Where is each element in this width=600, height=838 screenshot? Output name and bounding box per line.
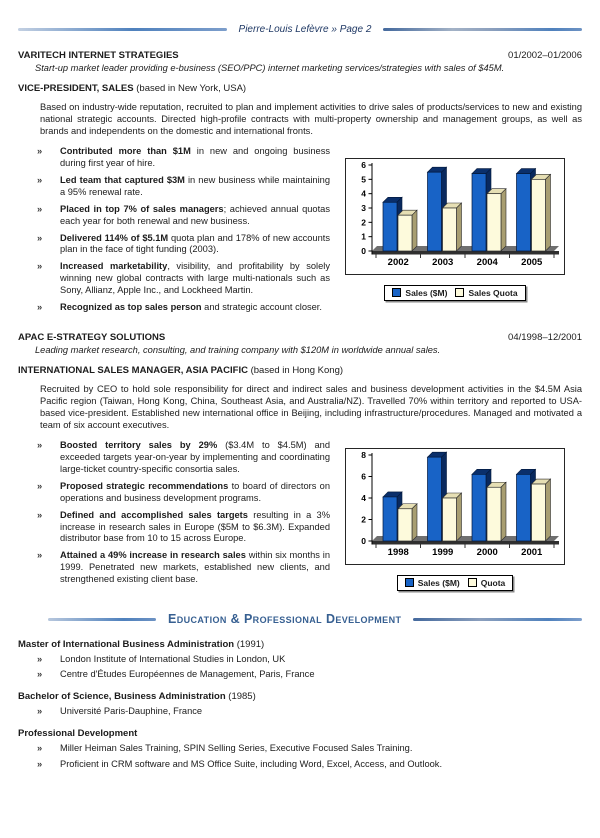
degree-bachelor [18,691,582,717]
degree-title: Professional Development [18,728,138,740]
job-location: (based in New York, USA) [133,83,247,94]
list-item [37,758,582,770]
list-item [37,440,330,476]
list-item [37,233,330,257]
list-item [37,175,330,199]
legend-swatch [392,288,401,297]
svg-text:6: 6 [361,160,366,171]
degree-detail: London Institute of International Studies in London, UK [60,654,286,665]
svg-text:2: 2 [361,217,366,228]
legend-swatch [468,578,477,587]
bar-chart-sales-vs-quota [346,449,564,564]
company-row [18,332,582,343]
svg-text:4: 4 [361,493,366,504]
bullet-marker: » [37,669,43,680]
svg-text:1999: 1999 [432,547,454,559]
legend-label: Sales ($M) [417,577,460,588]
degree-master [18,639,582,680]
achievement-text: Boosted territory sales by 29% ($3.4M to $4.5M) and exceeded targets year-on-year by implementing and coordinating large-ticket country-specific consortia sales. [60,440,331,475]
achievement-text: Delivered 114% of $5.1M quota plan and 178% of new accounts plan in the face of tight funding (2003). [60,232,330,255]
job-title-line [18,83,582,94]
chart-legend [384,285,525,301]
bullets-and-chart [18,440,582,592]
section-education [18,612,582,769]
svg-text:3: 3 [361,203,366,214]
degree-detail-list [37,705,582,717]
bullets-and-chart [18,146,582,319]
legend-swatch [405,578,414,587]
svg-text:2004: 2004 [476,257,498,269]
education-rule-right [413,618,582,621]
list-item [37,510,330,546]
bullet-marker: » [37,261,43,272]
chart-frame [345,158,565,275]
list-item [37,653,582,665]
company-name: APAC E-STRATEGY SOLUTIONS [18,331,166,343]
legend-item [468,578,506,588]
legend-label: Sales ($M) [405,287,448,298]
degree-detail: Université Paris-Dauphine, France [60,706,203,717]
header-rule-left [18,28,227,31]
degree-detail: Miller Heiman Sales Training, SPIN Selling Series, Executive Focused Sales Training. [60,743,413,754]
list-item [37,204,330,228]
list-item [37,550,330,586]
achievement-text: Recognized as top sales person and strategic account closer. [60,302,322,313]
svg-text:2002: 2002 [387,257,409,269]
achievement-list [37,146,330,319]
svg-text:6: 6 [361,471,366,482]
education-rule-left [48,618,156,621]
svg-text:2005: 2005 [521,257,543,269]
list-item [37,146,330,170]
svg-text:4: 4 [361,188,366,199]
legend-swatch [455,288,464,297]
sales-chart-2002-2005 [345,158,565,302]
list-item [37,302,330,314]
achievement-text: Placed in top 7% of sales managers; achieved annual quotas each year for both renewal and new business. [60,203,330,226]
bullet-marker: » [37,550,43,561]
sales-chart-1998-2001 [345,448,565,592]
achievement-text: Defined and accomplished sales targets resulting in a 3% increase in research sales in Europe ($5M to $6.3M). Expanded distributor base from 10 to 15 across Europe. [60,509,330,544]
bullet-marker: » [37,232,43,243]
education-heading: Education & Professional Development [168,612,402,627]
degree-detail-list [37,653,582,680]
legend-label: Sales Quota [468,287,518,298]
degree-detail-list [37,742,582,769]
role-summary: Recruited by CEO to hold sole responsibility for direct and indirect sales and business development activities in the $4.5M Asia Pacific region (Taiwan, Hong Kong, China, Southeast Asia, and Australia/NZ). Travelled 70% within territory and reported to USA-based vice-president. Established new international office in Beijing, including infrastructure/procedures. Managed and motivated a team of six account executives. [40,383,582,431]
section-apac [18,332,582,592]
professional-development [18,728,582,769]
svg-text:2: 2 [361,514,366,525]
achievement-text: Contributed more than $1M in new and ongoing business during first year of hire. [60,146,330,169]
list-item [37,481,330,505]
job-title-line [18,365,582,376]
degree-detail: Centre d'Études Européennes de Management, Paris, France [60,669,315,680]
degree-title: Master of International Business Administration (1991) [18,639,265,651]
education-header [18,612,582,626]
bullet-marker: » [37,509,43,520]
svg-text:0: 0 [361,536,366,547]
company-tagline: Start-up market leader providing e-business (SEO/PPC) internet marketing services/strategies with sales of $45M. [35,63,505,73]
bullet-marker: » [37,440,43,451]
degree-title: Bachelor of Science, Business Administration (1985) [18,691,256,703]
list-item [37,742,582,754]
list-item [37,261,330,297]
bullet-marker: » [37,706,43,717]
company-name: VARITECH INTERNET STRATEGIES [18,50,179,61]
svg-text:0: 0 [361,246,366,257]
chart-legend-wrap [345,284,565,302]
bullet-marker: » [37,654,43,665]
svg-text:1998: 1998 [387,547,409,559]
page-header [18,24,582,35]
chart-legend-wrap [345,574,565,592]
legend-item [455,288,517,298]
employment-dates: 01/2002–01/2006 [508,50,582,61]
role-summary: Based on industry-wide reputation, recruited to plan and implement activities to drive sales of products/services to new and existing national strategic accounts. Directed high-profile contracts with multi-property ownership and management groups, as well as brands and independents on the domestic and international fronts. [40,102,582,137]
legend-item [392,288,447,298]
company-tagline: Leading market research, consulting, and training company with $120M in worldwide annual sales. [35,344,441,355]
list-item [37,668,582,680]
page-header-title: Pierre-Louis Lefèvre » Page 2 [238,24,372,35]
section-varitech [18,50,582,319]
job-location: (based in Hong Kong) [247,364,344,376]
svg-text:2003: 2003 [432,257,454,269]
svg-text:8: 8 [361,450,366,461]
bullet-marker: » [37,175,43,186]
job-title: VICE-PRESIDENT, SALES [18,83,134,94]
header-rule-right [383,28,582,31]
chart-legend [397,575,514,591]
achievement-text: Proposed strategic recommendations to board of directors on operations and business development programs. [60,480,330,503]
achievement-text: Increased marketability, visibility, and profitability by solely winning new global contracts with large multi-nationals such as Sony, Allianz, Apple Inc., and Lockheed Martin. [60,261,331,296]
achievement-text: Led team that captured $3M in new business while maintaining a 95% renewal rate. [60,175,331,197]
chart-frame [345,448,565,565]
svg-text:2000: 2000 [476,547,498,559]
list-item [37,705,582,717]
bar-chart-sales-vs-quota [346,159,564,274]
svg-text:1: 1 [361,231,366,242]
bullet-marker: » [37,480,43,491]
legend-label: Quota [480,577,506,588]
job-title: INTERNATIONAL SALES MANAGER, ASIA PACIFIC [18,364,248,376]
achievement-list [37,440,330,591]
svg-text:5: 5 [361,174,366,185]
bullet-marker: » [37,743,43,754]
bullet-marker: » [37,302,43,313]
employment-dates: 04/1998–12/2001 [508,331,582,343]
svg-text:2001: 2001 [521,547,543,559]
bullet-marker: » [37,758,43,769]
company-row [18,50,582,61]
bullet-marker: » [37,146,43,157]
legend-item [405,578,460,588]
achievement-text: Attained a 49% increase in research sales within six months in 1999. Penetrated new markets, established new clients, and strengthened existing client base. [60,550,331,585]
degree-detail: Proficient in CRM software and MS Office Suite, including Word, Excel, Access, and Outlook. [60,758,443,769]
bullet-marker: » [37,203,43,214]
